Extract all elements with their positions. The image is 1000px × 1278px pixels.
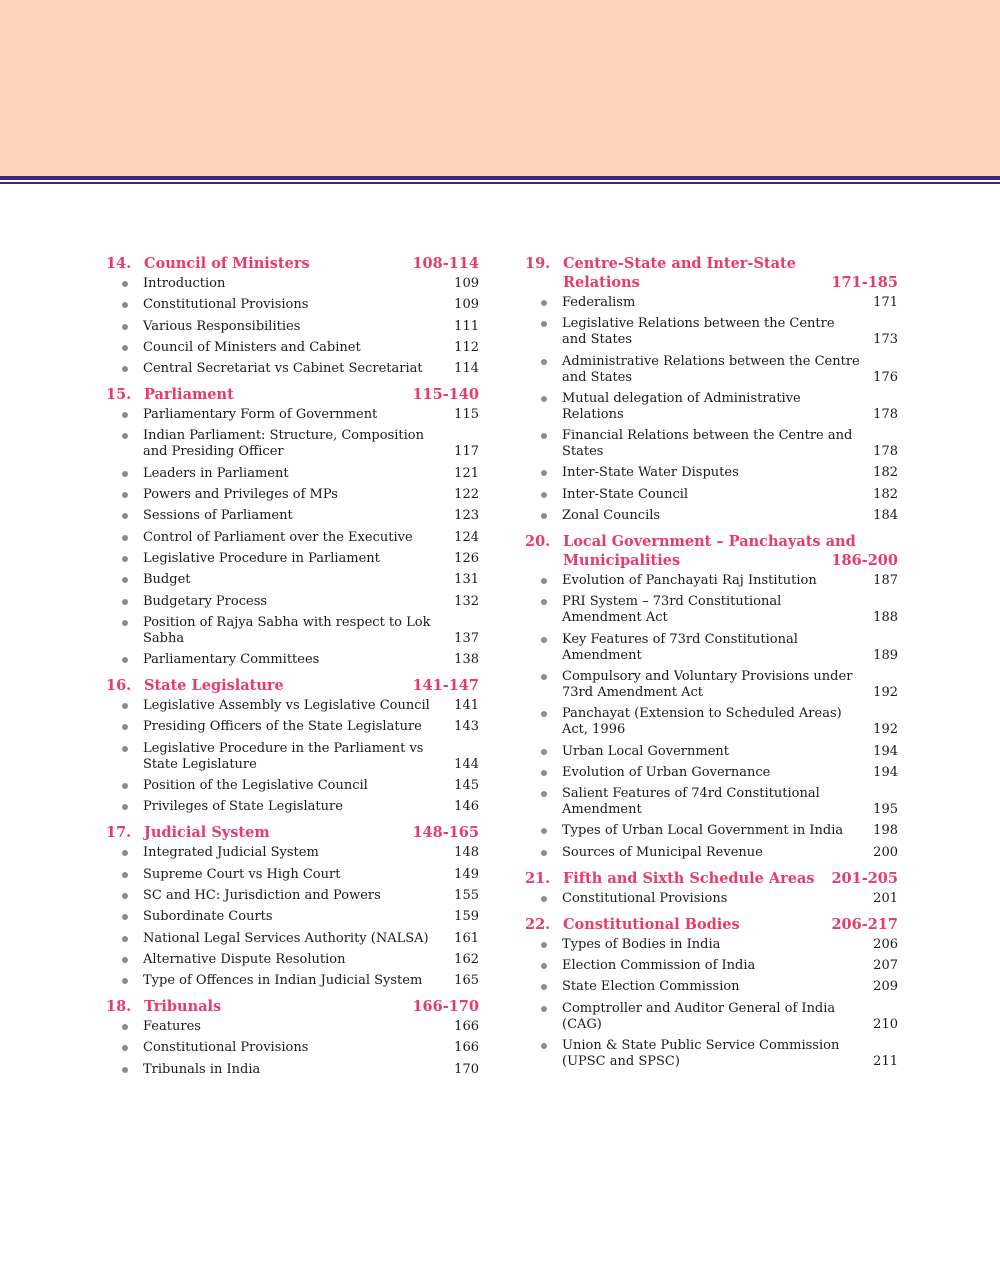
chapter-number: 14. (106, 255, 132, 272)
entry-title: Introduction (143, 276, 226, 291)
bullet-icon (122, 492, 128, 498)
chapter-title: Fifth and Sixth Schedule Areas (563, 869, 815, 887)
bullet-icon (541, 1006, 547, 1012)
entry-page-number: 165 (454, 973, 479, 989)
toc-entry[interactable] (106, 867, 479, 883)
bullet-icon (122, 471, 128, 477)
entry-title: Types of Bodies in India (562, 936, 721, 952)
chapter-number: 21. (525, 869, 551, 887)
entry-title: PRI System – 73rd Constitutional Amendment Act (562, 594, 782, 626)
entry-page-number: 148 (454, 845, 479, 861)
bullet-icon (122, 703, 128, 709)
entry-title: Constitutional Provisions (143, 1040, 309, 1056)
entry-title: Compulsory and Voluntary Provisions under 73rd Amendment Act (562, 668, 853, 700)
entry-page-number: 166 (454, 1040, 479, 1056)
toc-entry[interactable] (106, 741, 479, 773)
entry-title: Legislative Assembly vs Legislative Council (143, 698, 430, 714)
entry-title: Inter-State Council (562, 486, 689, 502)
entry-title: Parliamentary Form of Government (143, 407, 378, 423)
chapter-title: Constitutional Bodies (563, 915, 740, 933)
entry-page-number: 155 (454, 887, 479, 903)
bullet-icon (541, 359, 547, 365)
toc-entry[interactable] (525, 508, 898, 524)
chapter-heading[interactable] (106, 997, 479, 1016)
entry-page-number: 138 (454, 652, 479, 668)
toc-chapter (106, 676, 479, 815)
bullet-icon (122, 599, 128, 605)
toc-entry[interactable] (525, 1038, 898, 1070)
entry-title: Powers and Privileges of MPs (143, 487, 338, 503)
chapter-page-range: 148-165 (412, 824, 479, 842)
toc-entry[interactable] (525, 845, 898, 861)
bullet-icon (541, 770, 547, 776)
entry-title: Budget (143, 572, 191, 588)
entry-page-number: 159 (454, 909, 479, 925)
header-band (0, 0, 1000, 176)
chapter-title-line (563, 273, 898, 292)
entry-title: Budgetary Process (143, 593, 268, 609)
toc-entry[interactable] (106, 1040, 479, 1056)
toc-entry[interactable] (106, 530, 479, 546)
entry-page-number: 122 (454, 487, 479, 503)
bullet-icon (541, 828, 547, 834)
entry-title: Position of the Legislative Council (143, 778, 368, 794)
chapter-heading[interactable] (106, 676, 479, 695)
entry-page-number: 170 (454, 1061, 479, 1077)
entry-title: Features (143, 1019, 201, 1035)
bullet-icon (541, 674, 547, 680)
entry-title: Parliamentary Committees (143, 652, 320, 668)
bullet-icon (541, 599, 547, 605)
toc-chapter (106, 254, 479, 377)
chapter-number: 19. (525, 255, 551, 272)
toc-entry[interactable] (525, 295, 898, 311)
bullet-icon (541, 396, 547, 402)
entry-title: Control of Parliament over the Executive (143, 529, 413, 545)
entry-title: State Election Commission (562, 979, 740, 995)
entry-page-number: 149 (454, 866, 479, 882)
bullet-icon (122, 513, 128, 519)
entry-page-number: 206 (873, 936, 898, 952)
bullet-icon (122, 620, 128, 626)
bullet-icon (122, 412, 128, 418)
entry-page-number: 137 (454, 630, 479, 646)
entry-title: Legislative Procedure in Parliament (143, 550, 380, 566)
entry-page-number: 188 (873, 610, 898, 626)
toc-entry[interactable] (525, 979, 898, 995)
entry-title: Inter-State Water Disputes (562, 465, 739, 481)
bullet-icon (541, 791, 547, 797)
bullet-icon (541, 321, 547, 327)
bullet-icon (541, 470, 547, 476)
entry-page-number: 210 (873, 1016, 898, 1032)
entry-title: Types of Urban Local Government in India (562, 823, 844, 839)
chapter-page-range: 201-205 (831, 869, 898, 887)
bullet-icon (122, 1045, 128, 1051)
toc-entry[interactable] (525, 573, 898, 589)
bullet-icon (541, 711, 547, 717)
bullet-icon (541, 749, 547, 755)
entry-page-number: 184 (873, 508, 898, 524)
bullet-icon (541, 492, 547, 498)
entry-title: Evolution of Urban Governance (562, 764, 771, 780)
entry-title: Mutual delegation of Administrative Relations (562, 390, 801, 422)
entry-page-number: 109 (454, 297, 479, 313)
entry-page-number: 178 (873, 406, 898, 422)
entry-page-number: 161 (454, 930, 479, 946)
chapter-number: 18. (106, 998, 132, 1016)
bullet-icon (122, 914, 128, 920)
chapter-title: Judicial System (144, 824, 270, 842)
chapter-page-range: 171-185 (831, 274, 898, 291)
chapter-page-range: 186-200 (831, 552, 898, 570)
header-rule (0, 176, 1000, 180)
chapter-title-line (563, 551, 898, 570)
toc-entry[interactable] (106, 1062, 479, 1078)
toc-entry[interactable] (106, 973, 479, 989)
entry-page-number: 146 (454, 799, 479, 815)
entry-title: Salient Features of 74rd Constitutional Amendment (562, 786, 820, 818)
toc-entry[interactable] (525, 669, 898, 701)
toc-entry[interactable] (106, 888, 479, 904)
entry-title: Constitutional Provisions (562, 890, 728, 906)
entry-page-number: 162 (454, 951, 479, 967)
entry-title: Council of Ministers and Cabinet (143, 339, 361, 355)
toc-left-column (106, 254, 479, 1086)
bullet-icon (122, 577, 128, 583)
toc-right-column (525, 254, 898, 1078)
entry-title: Tribunals in India (143, 1061, 261, 1077)
chapter-heading[interactable] (106, 385, 479, 404)
bullet-icon (122, 936, 128, 942)
entry-page-number: 192 (873, 722, 898, 738)
toc-entry[interactable] (525, 1001, 898, 1033)
bullet-icon (122, 746, 128, 752)
toc-entry[interactable] (525, 632, 898, 664)
entry-title: Panchayat (Extension to Scheduled Areas) Act, 1996 (562, 706, 842, 738)
entry-title: Constitutional Provisions (143, 297, 309, 313)
entry-page-number: 132 (454, 593, 479, 609)
entry-title: Administrative Relations between the Centre and States (562, 353, 860, 385)
entry-page-number: 187 (873, 573, 898, 589)
chapter-title-text: Municipalities (563, 552, 681, 570)
entry-title: Evolution of Panchayati Raj Institution (562, 573, 817, 589)
header-rule-thin (0, 182, 1000, 184)
bullet-icon (122, 302, 128, 308)
bullet-icon (122, 366, 128, 372)
entry-page-number: 211 (873, 1053, 898, 1069)
toc-entry[interactable] (106, 845, 479, 861)
entry-title: Sources of Municipal Revenue (562, 844, 763, 860)
entry-title: Supreme Court vs High Court (143, 866, 341, 882)
entry-page-number: 194 (873, 743, 898, 759)
chapter-heading[interactable] (525, 915, 898, 934)
toc-entry[interactable] (106, 466, 479, 482)
toc-entry[interactable] (525, 487, 898, 503)
entry-page-number: 176 (873, 369, 898, 385)
bullet-icon (541, 942, 547, 948)
entry-page-number: 198 (873, 823, 898, 839)
entry-page-number: 109 (454, 276, 479, 291)
bullet-icon (541, 896, 547, 902)
toc-entry[interactable] (106, 931, 479, 947)
entry-page-number: 166 (454, 1019, 479, 1035)
chapter-title (563, 254, 898, 292)
entry-page-number: 173 (873, 332, 898, 348)
toc-chapter (106, 823, 479, 989)
entry-title: Legislative Procedure in the Parliament vs State Legislature (143, 740, 424, 772)
bullet-icon (541, 433, 547, 439)
bullet-icon (122, 657, 128, 663)
toc-entry[interactable] (525, 958, 898, 974)
toc-entry[interactable] (525, 786, 898, 818)
entry-page-number: 141 (454, 698, 479, 714)
entry-page-number: 194 (873, 764, 898, 780)
entry-title: Type of Offences in Indian Judicial System (143, 973, 423, 989)
chapter-number: 17. (106, 824, 132, 842)
entry-page-number: 115 (454, 407, 479, 423)
chapter-page-range: 141-147 (412, 677, 479, 695)
entry-page-number: 124 (454, 529, 479, 545)
chapter-page-range: 166-170 (412, 998, 479, 1016)
entry-page-number: 145 (454, 778, 479, 794)
entry-title: Indian Parliament: Structure, Composition and Presiding Officer (143, 428, 424, 460)
toc-entry[interactable] (525, 391, 898, 423)
entry-page-number: 117 (454, 444, 479, 460)
entry-page-number: 144 (454, 756, 479, 772)
toc-entry[interactable] (106, 276, 479, 292)
toc-entry[interactable] (106, 719, 479, 735)
bullet-icon (122, 281, 128, 287)
toc-entry[interactable] (525, 706, 898, 738)
bullet-icon (541, 300, 547, 306)
toc-entry[interactable] (106, 508, 479, 524)
bullet-icon (122, 556, 128, 562)
entry-page-number: 171 (873, 295, 898, 310)
toc-entry[interactable] (106, 297, 479, 313)
entry-title: Federalism (562, 295, 636, 310)
toc-chapter (106, 997, 479, 1078)
bullet-icon (541, 984, 547, 990)
chapter-number: 15. (106, 386, 132, 404)
bullet-icon (122, 324, 128, 330)
entry-page-number: 209 (873, 979, 898, 995)
toc-entry[interactable] (106, 551, 479, 567)
toc-entry[interactable] (106, 319, 479, 335)
entry-title: Urban Local Government (562, 743, 729, 759)
chapter-number: 16. (106, 677, 132, 695)
entry-page-number: 126 (454, 550, 479, 566)
toc-entry[interactable] (106, 952, 479, 968)
toc-entry[interactable] (106, 652, 479, 668)
entry-title: Privileges of State Legislature (143, 799, 343, 815)
toc-chapter (525, 915, 898, 1070)
chapter-title: Parliament (144, 386, 234, 404)
toc-entry[interactable] (106, 407, 479, 423)
chapter-title-line: Centre-State and Inter-State (563, 255, 796, 272)
toc-entry[interactable] (525, 823, 898, 839)
toc-entry[interactable] (106, 799, 479, 815)
entry-page-number: 131 (454, 572, 479, 588)
entry-title: Union & State Public Service Commission (UPSC and SPSC) (562, 1037, 840, 1069)
entry-page-number: 114 (454, 361, 479, 377)
entry-title: Leaders in Parliament (143, 465, 289, 481)
bullet-icon (541, 637, 547, 643)
bullet-icon (541, 963, 547, 969)
entry-page-number: 121 (454, 465, 479, 481)
toc-entry[interactable] (525, 428, 898, 460)
toc-entry[interactable] (106, 572, 479, 588)
chapter-title (563, 532, 898, 570)
chapter-title: Council of Ministers (144, 255, 310, 272)
toc-entry[interactable] (525, 354, 898, 386)
toc-chapter (525, 869, 898, 907)
chapter-title: Tribunals (144, 998, 222, 1016)
bullet-icon (541, 850, 547, 856)
bullet-icon (541, 1043, 547, 1049)
entry-title: Subordinate Courts (143, 909, 273, 925)
toc-entry[interactable] (106, 909, 479, 925)
chapter-page-range: 206-217 (831, 915, 898, 933)
chapter-heading[interactable] (525, 532, 898, 570)
toc-entry[interactable] (525, 465, 898, 481)
toc-entry[interactable] (106, 428, 479, 460)
chapter-heading[interactable] (106, 823, 479, 842)
entry-title: Financial Relations between the Centre and States (562, 428, 853, 460)
entry-title: Comptroller and Auditor General of India (CAG) (562, 1000, 836, 1032)
bullet-icon (122, 893, 128, 899)
toc-entry[interactable] (106, 487, 479, 503)
chapter-heading[interactable] (525, 869, 898, 888)
toc-entry[interactable] (106, 361, 479, 377)
entry-title: Key Features of 73rd Constitutional Amendment (562, 631, 798, 663)
entry-page-number: 189 (873, 647, 898, 663)
entry-page-number: 123 (454, 508, 479, 524)
chapter-title: State Legislature (144, 677, 284, 695)
entry-page-number: 200 (873, 844, 898, 860)
bullet-icon (122, 535, 128, 541)
bullet-icon (122, 1067, 128, 1073)
toc-entry[interactable] (525, 316, 898, 348)
entry-title: National Legal Services Authority (NALSA) (143, 930, 429, 946)
toc-entry[interactable] (525, 594, 898, 626)
entry-page-number: 201 (873, 890, 898, 906)
chapter-heading[interactable] (525, 254, 898, 292)
entry-title: Central Secretariat vs Cabinet Secretariat (143, 361, 423, 377)
toc-entry[interactable] (106, 778, 479, 794)
toc-entry[interactable] (106, 594, 479, 610)
entry-title: Sessions of Parliament (143, 508, 293, 524)
bullet-icon (122, 1024, 128, 1030)
entry-page-number: 182 (873, 465, 898, 481)
toc-entry[interactable] (525, 937, 898, 953)
entry-title: Integrated Judicial System (143, 845, 319, 861)
entry-page-number: 182 (873, 486, 898, 502)
entry-page-number: 112 (454, 339, 479, 355)
toc-entry[interactable] (106, 698, 479, 714)
entry-page-number: 111 (454, 318, 479, 334)
chapter-title-line: Local Government – Panchayats and (563, 533, 856, 551)
chapter-page-range: 115-140 (412, 386, 479, 404)
entry-page-number: 192 (873, 684, 898, 700)
bullet-icon (122, 978, 128, 984)
toc-chapter (525, 532, 898, 861)
bullet-icon (122, 804, 128, 810)
toc-chapter (106, 385, 479, 668)
entry-title: Alternative Dispute Resolution (143, 951, 346, 967)
bullet-icon (122, 433, 128, 439)
entry-title: Various Responsibilities (143, 318, 301, 334)
entry-page-number: 207 (873, 958, 898, 974)
entry-title: SC and HC: Jurisdiction and Powers (143, 887, 381, 903)
chapter-title-text: Relations (563, 274, 640, 291)
bullet-icon (122, 724, 128, 730)
toc-entry[interactable] (106, 615, 479, 647)
entry-title: Presiding Officers of the State Legislature (143, 719, 422, 735)
entry-title: Legislative Relations between the Centre and States (562, 316, 835, 348)
toc-entry[interactable] (525, 891, 898, 907)
entry-page-number: 178 (873, 444, 898, 460)
chapter-number: 20. (525, 533, 551, 551)
entry-page-number: 195 (873, 802, 898, 818)
bullet-icon (541, 513, 547, 519)
toc-entry[interactable] (106, 340, 479, 356)
chapter-page-range: 108-114 (412, 255, 479, 272)
toc-entry[interactable] (106, 1019, 479, 1035)
toc-chapter (525, 254, 898, 524)
bullet-icon (122, 850, 128, 856)
entry-title: Election Commission of India (562, 958, 756, 974)
entry-title: Position of Rajya Sabha with respect to Lok Sabha (143, 614, 431, 646)
toc-entry[interactable] (525, 765, 898, 781)
bullet-icon (122, 957, 128, 963)
chapter-number: 22. (525, 915, 551, 933)
chapter-heading[interactable] (106, 254, 479, 273)
bullet-icon (541, 578, 547, 584)
bullet-icon (122, 783, 128, 789)
entry-page-number: 143 (454, 719, 479, 735)
toc-entry[interactable] (525, 744, 898, 760)
bullet-icon (122, 345, 128, 351)
entry-title: Zonal Councils (562, 508, 661, 524)
bullet-icon (122, 872, 128, 878)
